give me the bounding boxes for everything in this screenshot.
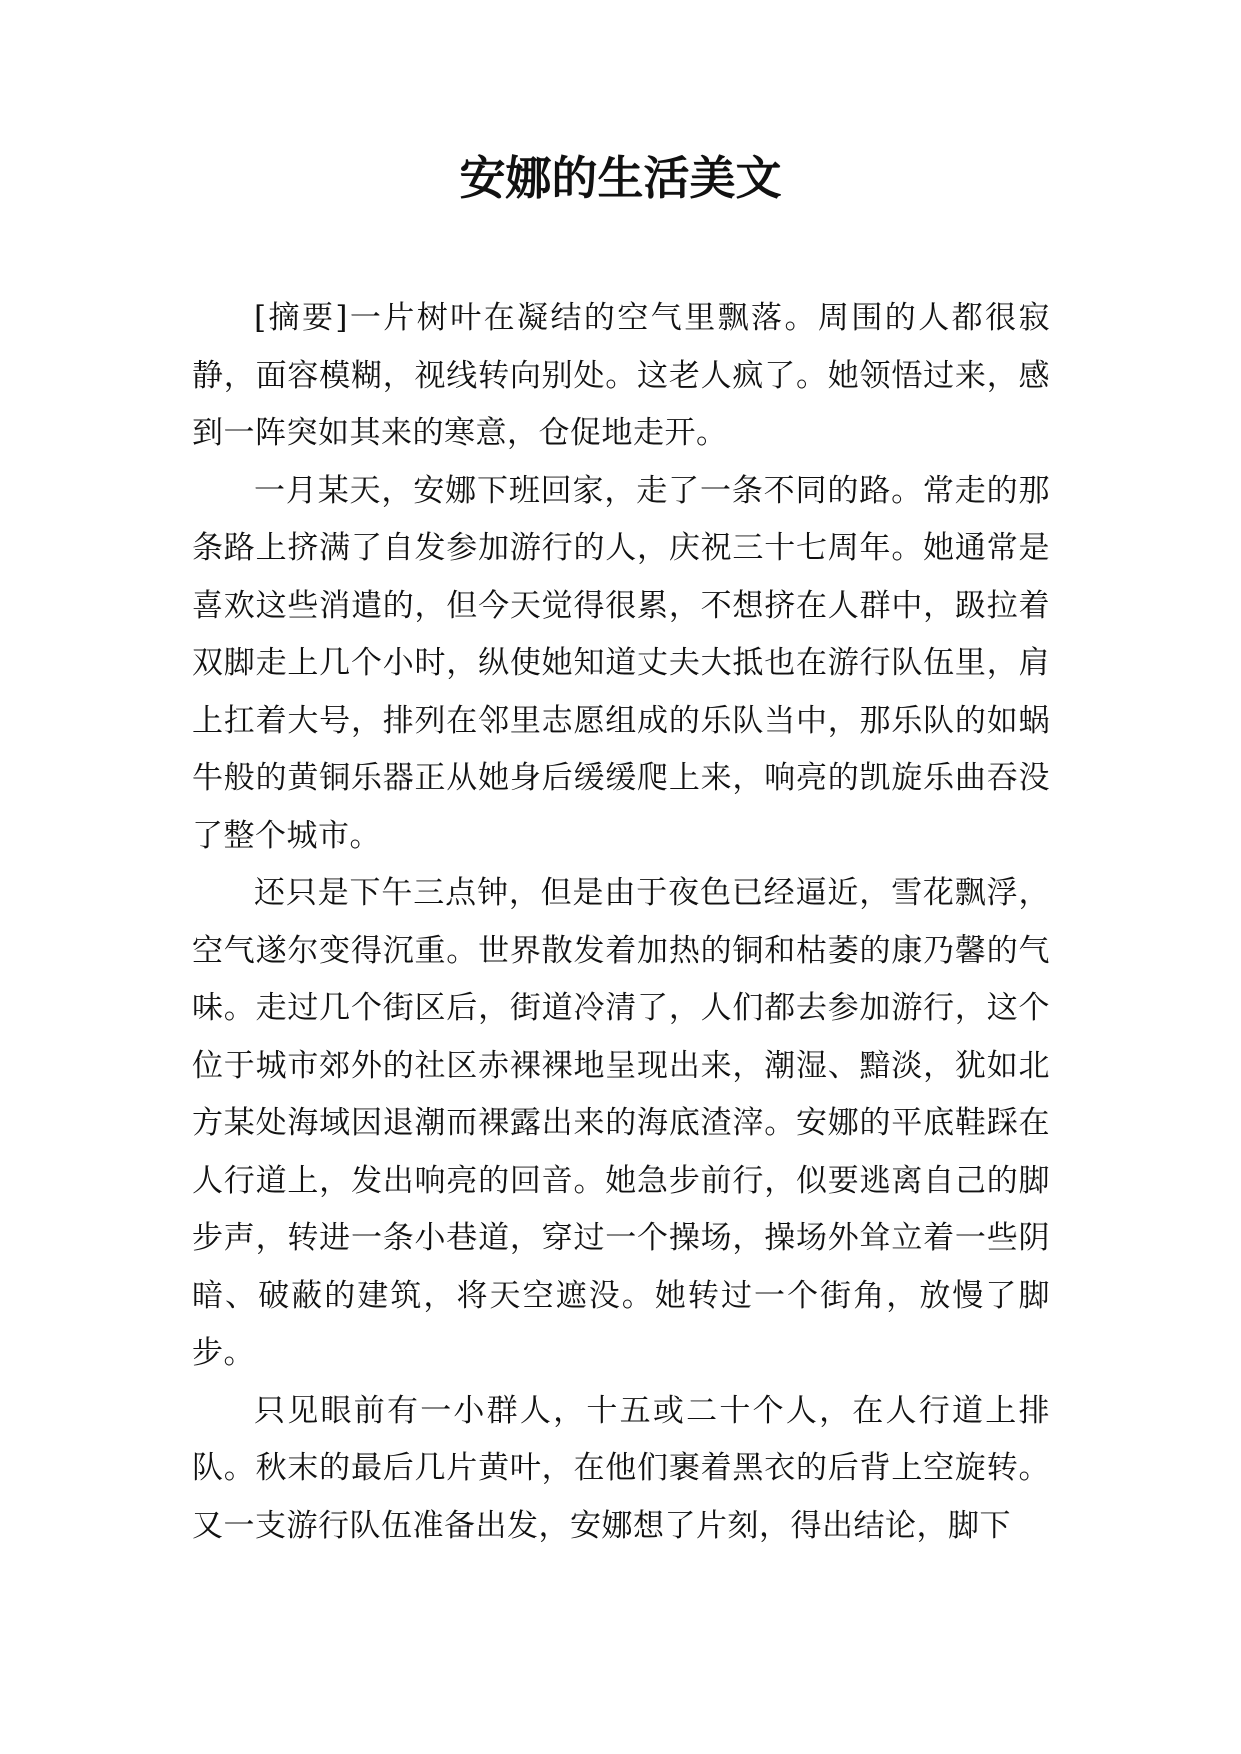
paragraph-abstract: [摘要]一片树叶在凝结的空气里飘落。周围的人都很寂静，面容模糊，视线转向别处。这老人疯了。她领悟过来，感到一阵突如其来的寒意，仓促地走开。 [192, 300, 1050, 451]
paragraph: 还只是下午三点钟，但是由于夜色已经逼近，雪花飘浮，空气遂尔变得沉重。世界散发着加热的铜和枯萎的康乃馨的气味。走过几个街区后，街道冷清了，人们都去参加游行，这个位于城市郊外的社区赤裸裸地呈现出来，潮湿、黯淡，犹如北方某处海域因退潮而裸露出来的海底渣滓。安娜的平底鞋踩在人行道上，发出响亮的回音。她急步前行，似要逃离自己的脚步声，转进一条小巷道，穿过一个操场，操场外耸立着一些阴暗、破蔽的建筑，将天空遮没。她转过一个街角，放慢了脚步。 [192, 875, 1050, 1371]
document-title: 安娜的生活美文 [459, 151, 782, 205]
paragraph: 只见眼前有一小群人，十五或二十个人，在人行道上排队。秋末的最后几片黄叶，在他们裹着黑衣的后背上空旋转。又一支游行队伍准备出发，安娜想了片刻，得出结论，脚下 [192, 1392, 1050, 1544]
paragraph: 一月某天，安娜下班回家，走了一条不同的路。常走的那条路上挤满了自发参加游行的人，庆祝三十七周年。她通常是喜欢这些消遣的，但今天觉得很累，不想挤在人群中，趿拉着双脚走上几个小时，纵使她知道丈夫大抵也在游行队伍里，肩上扛着大号，排列在邻里志愿组成的乐队当中，那乐队的如蜗牛般的黄铜乐器正从她身后缓缓爬上来，响亮的凯旋乐曲吞没了整个城市。 [192, 472, 1050, 854]
document-body [192, 290, 1050, 1555]
